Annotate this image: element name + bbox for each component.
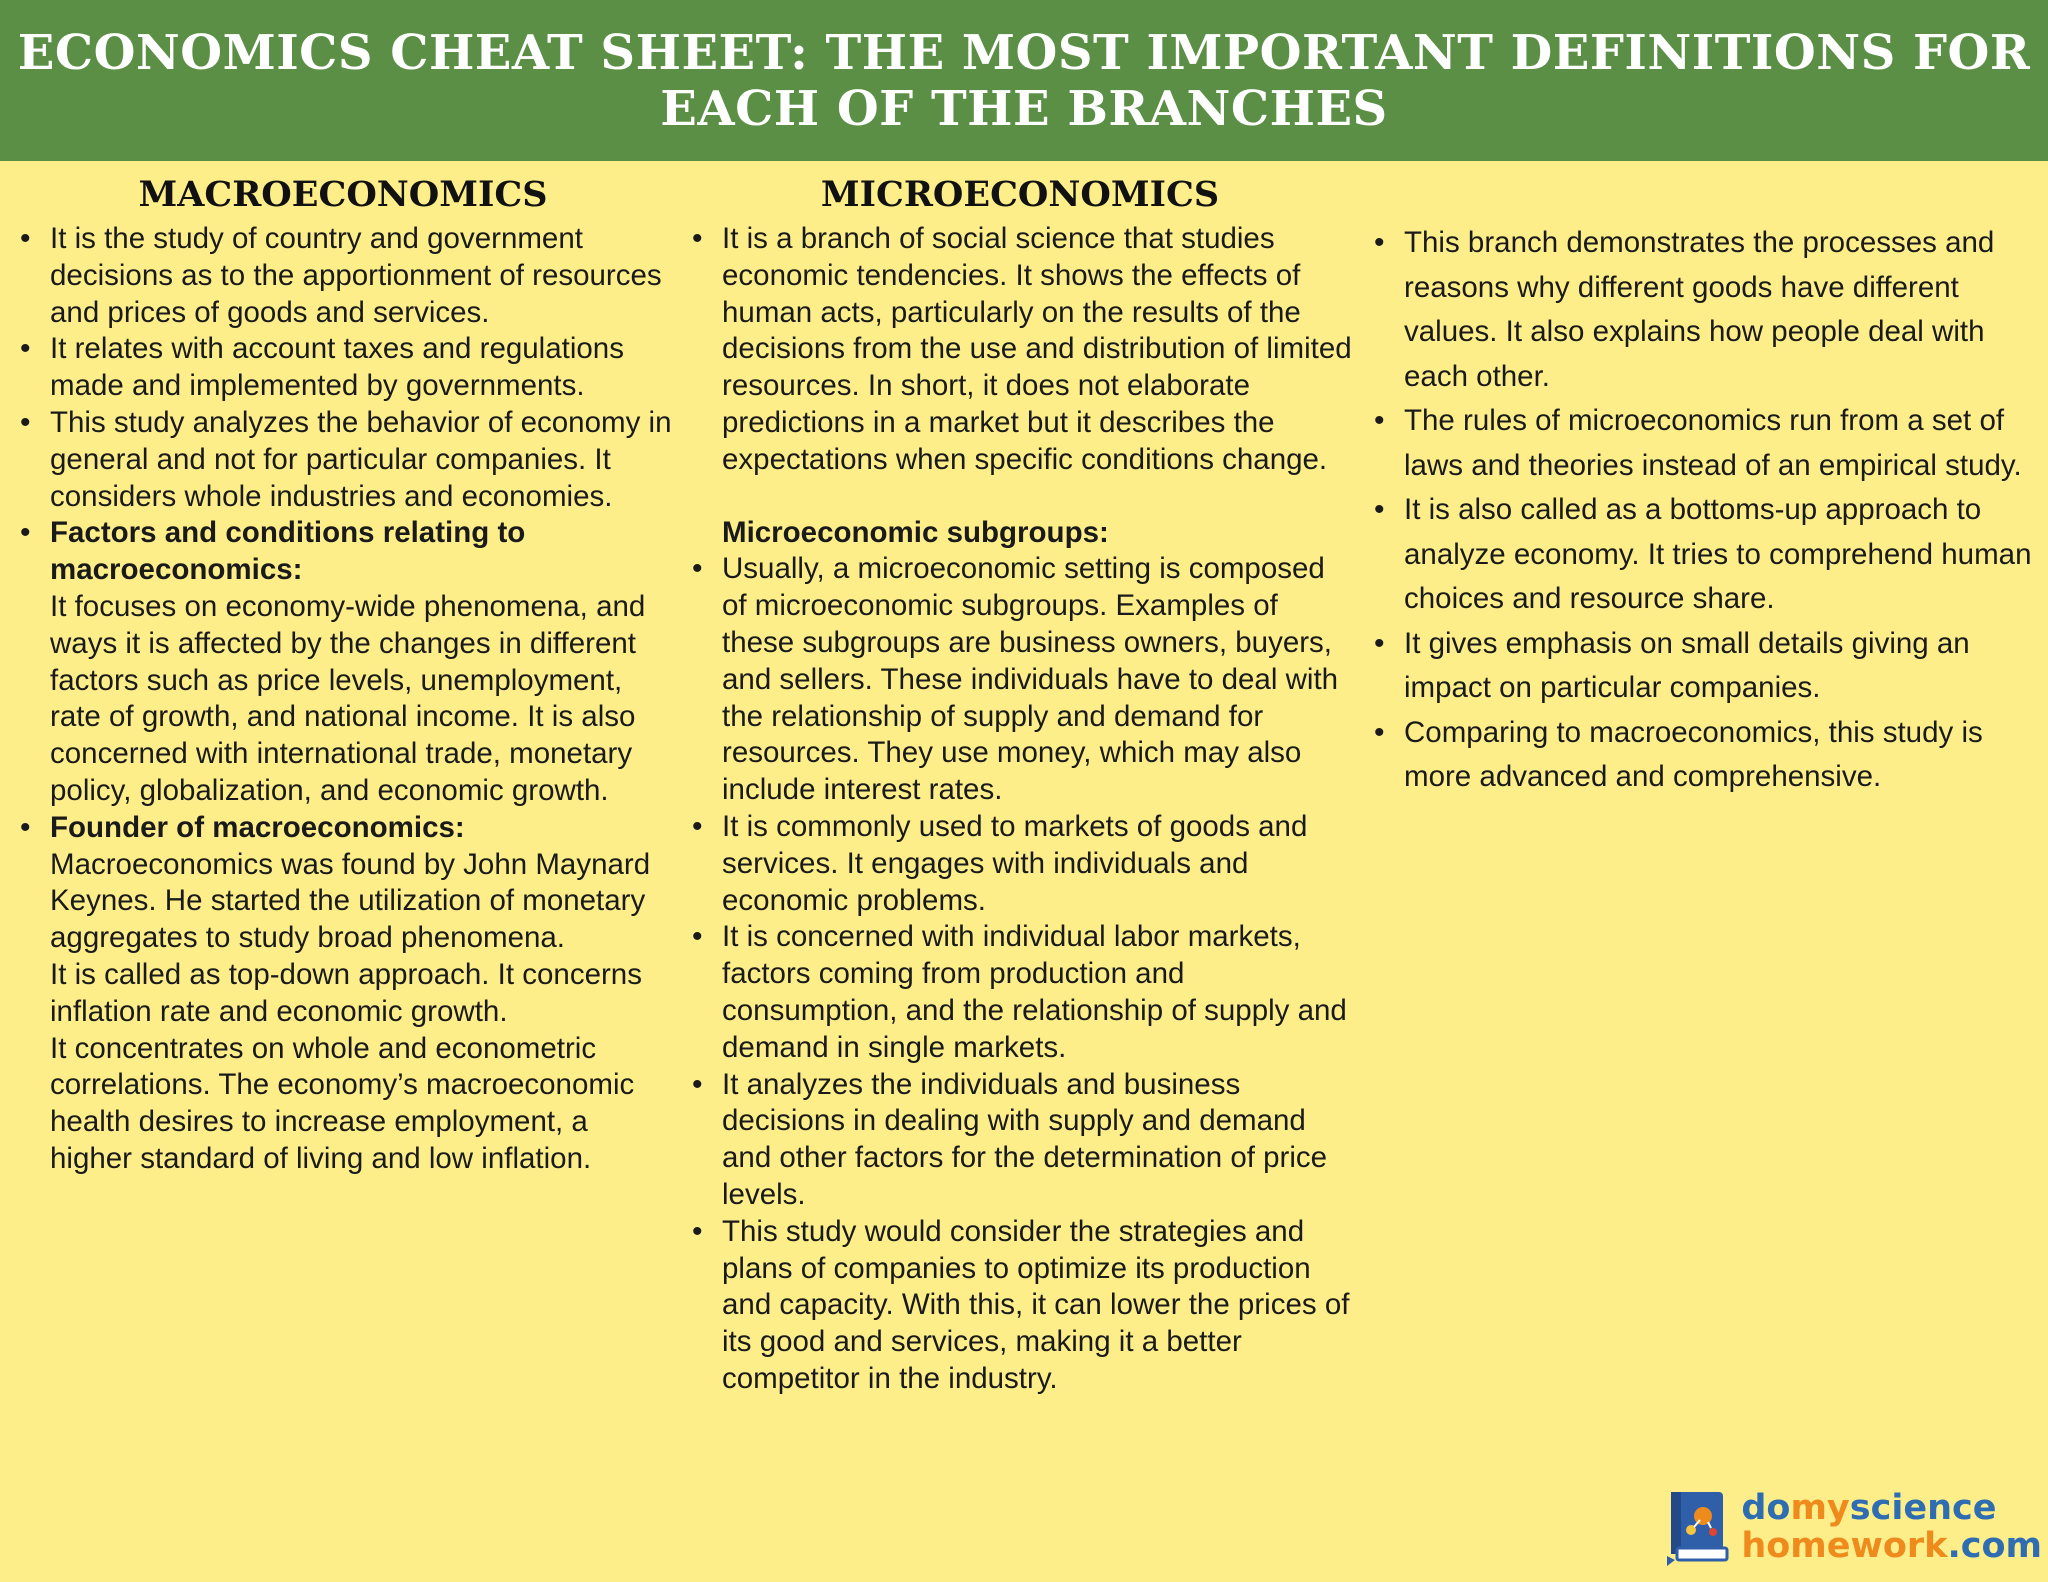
- logo-text-homework: homework: [1741, 1526, 1948, 1566]
- book-icon: [1663, 1486, 1733, 1568]
- title-line-1: ECONOMICS CHEAT SHEET: THE MOST IMPORTANT DEFINITIONS FOR: [17, 24, 2031, 81]
- list-item: [686, 1067, 1354, 1214]
- list-item: [14, 515, 672, 809]
- macroeconomics-list: [14, 221, 672, 1178]
- title-line-2: EACH OF THE BRANCHES: [660, 80, 1388, 137]
- factors-text: It focuses on economy-wide phenomena, and ways it is affected by the changes in different factors such as price levels, unemployment, rate of growth, and national income. It is also concerned with international trade, monetary policy, globalization, and economic growth.: [50, 589, 646, 807]
- factors-heading: • Factors and conditions relating to macroeconomics:: [50, 516, 526, 587]
- founder-para-1: Macroeconomics was found by John Maynard Keynes. He started the utilization of monetary aggregates to study broad phenomena.: [50, 847, 651, 955]
- microeconomics-continued-list: [1368, 161, 2038, 800]
- micro-item-2: It is commonly used to markets of goods and services. It engages with individuals and economic problems.: [722, 809, 1308, 917]
- micro-intro: It is a branch of social science that studies economic tendencies. It shows the effects of human acts, particularly on the results of the decisions from the use and distribution of limited resources. In short, it does not elaborate predictions in a market but it describes the expectations when specific conditions change.: [722, 222, 1352, 476]
- macro-item-3: This study analyzes the behavior of economy in general and not for particular companies. It considers whole industries and economies.: [50, 405, 672, 513]
- micro-cont-item-2: The rules of microeconomics run from a set of laws and theories instead of an empirical study.: [1404, 404, 2022, 482]
- page-header: [0, 0, 2048, 161]
- logo-text-science: science: [1849, 1488, 1997, 1528]
- list-item: [1368, 221, 2038, 399]
- founder-para-2: It is called as top-down approach. It concerns inflation rate and economic growth.: [50, 957, 642, 1028]
- macro-item-1: It is the study of country and government decisions as to the apportionment of resources and prices of goods and services.: [50, 222, 662, 329]
- micro-cont-item-1: This branch demonstrates the processes and reasons why different goods have different values. It also explains how people deal with each other.: [1404, 226, 1995, 393]
- logo-text-do: do: [1741, 1488, 1791, 1528]
- micro-item-3: It is concerned with individual labor markets, factors coming from production and consumption, and the relationship of supply and demand in single markets.: [722, 920, 1347, 1064]
- logo-wordmark: [1741, 1489, 2042, 1565]
- micro-item-5: This study would consider the strategies and plans of companies to optimize its production and capacity. With this, it can lower the prices of its good and services, making it a better competitor in the industry.: [722, 1214, 1350, 1395]
- microeconomics-heading: MICROECONOMICS: [820, 174, 1220, 215]
- micro-cont-item-3: It is also called as a bottoms-up approach to analyze economy. It tries to comprehend human choices and resource share.: [1404, 493, 2032, 615]
- microeconomics-list: [686, 551, 1354, 1397]
- list-item: [1368, 622, 2038, 711]
- domyscience-homework-logo[interactable]: [1663, 1486, 2042, 1568]
- microeconomics-intro-list: [686, 221, 1354, 479]
- microeconomics-column: [686, 161, 1354, 1398]
- list-item: [686, 809, 1354, 919]
- list-item: [686, 1214, 1354, 1398]
- list-item: [14, 405, 672, 515]
- founder-heading: • Founder of macroeconomics:: [50, 810, 465, 844]
- list-item: [14, 810, 672, 1178]
- subgroups-heading: Microeconomic subgroups:: [722, 515, 1109, 549]
- micro-item-4: It analyzes the individuals and business decisions in dealing with supply and demand and other factors for the determination of price levels.: [722, 1067, 1328, 1211]
- microeconomics-continued-column: [1368, 161, 2038, 800]
- list-item: [686, 551, 1354, 809]
- list-item: [686, 919, 1354, 1066]
- list-item: [1368, 711, 2038, 800]
- list-item: [14, 221, 672, 331]
- logo-text-my: my: [1790, 1488, 1850, 1528]
- macro-item-2: It relates with account taxes and regulations made and implemented by governments.: [50, 332, 624, 403]
- list-item: [1368, 399, 2038, 488]
- list-item: [14, 331, 672, 405]
- macroeconomics-column: [14, 161, 672, 1178]
- micro-item-1: Usually, a microeconomic setting is composed of microeconomic subgroups. Examples of these subgroups are business owners, buyers, and sellers. These individuals have to deal with the relationship of supply and demand for resources. They use money, which may also include interest rates.: [722, 552, 1339, 807]
- macroeconomics-heading: MACROECONOMICS: [138, 174, 548, 215]
- logo-text-com: .com: [1947, 1526, 2042, 1566]
- list-item: [686, 221, 1354, 479]
- micro-cont-item-5: Comparing to macroeconomics, this study is more advanced and comprehensive.: [1404, 715, 1983, 793]
- founder-para-3: It concentrates on whole and econometric correlations. The economy’s macroeconomic health desires to increase employment, a higher standard of living and low inflation.: [50, 1031, 635, 1175]
- list-item: [1368, 488, 2038, 622]
- micro-cont-item-4: It gives emphasis on small details giving an impact on particular companies.: [1404, 626, 1970, 704]
